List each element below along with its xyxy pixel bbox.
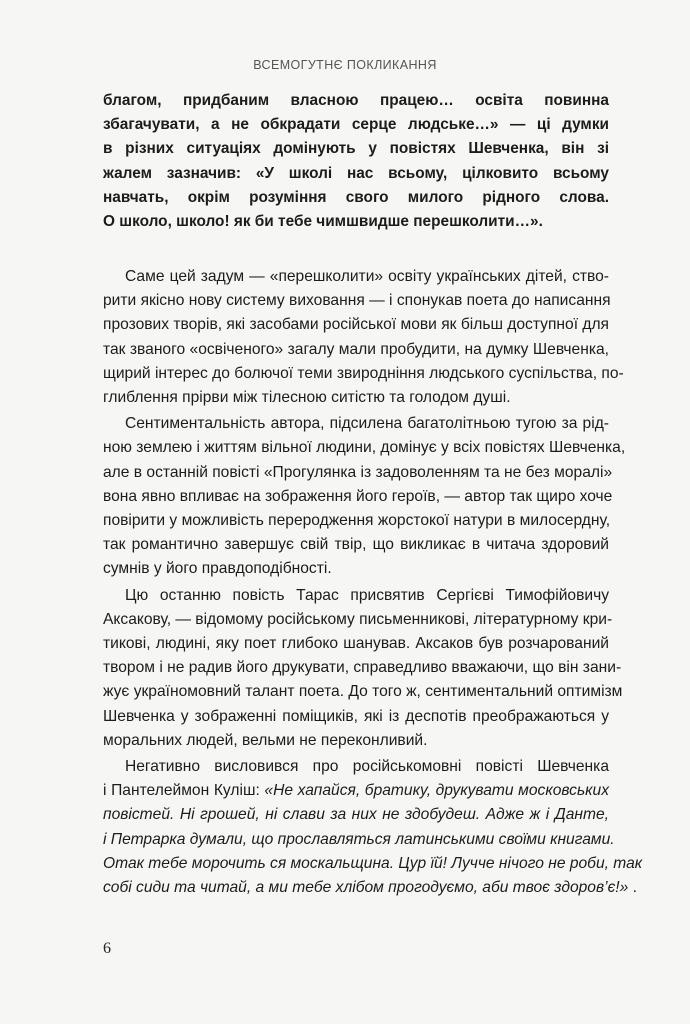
body-text xyxy=(103,265,643,902)
text-line: ною землею і життям вільної людини, домінує у всіх повістях Шевченка, xyxy=(103,439,626,457)
text-line: але в останній повісті «Прогулянка із задоволенням та не без моралі» xyxy=(103,463,613,481)
italic-quote-run: Отак тебе морочить ся москальщина. Цур їй! Лучче нічого не роби, так xyxy=(103,854,643,872)
text-line: сумнів у його правдоподібності. xyxy=(103,560,332,578)
italic-quote-run: «Не хапайся, братику, друкувати московських xyxy=(264,782,609,800)
text-line: Цю останню повість Тарас присвятив Сергієві Тимофійовичу xyxy=(125,586,609,604)
quote-line: О школо, школо! як би тебе чимшвидше перешколити…». xyxy=(103,213,543,231)
quote-line: збагачувати, а не обкрадати серце людське…» — ці думки xyxy=(103,116,609,134)
text-line: повірити у можливість переродження жорстокої натури в милосердну, xyxy=(103,512,611,530)
paragraph-3 xyxy=(103,584,623,753)
page-number: 6 xyxy=(103,940,111,957)
text-line: Аксакову, — відомому російському письменникові, літературному кри- xyxy=(103,610,613,628)
quote-line: благом, придбаним власною працею… освіта повинна xyxy=(103,92,609,109)
paragraph-1 xyxy=(103,265,624,410)
text-line xyxy=(103,779,609,803)
text-line: прозових творів, які засобами російської мови як більш доступної для xyxy=(103,316,610,334)
running-header: ВСЕМОГУТНЄ ПОКЛИКАННЯ xyxy=(253,58,437,72)
text-line: жує україномовний талант поета. До того ж, сентиментальний оптимізм xyxy=(103,683,623,701)
text-line xyxy=(103,852,643,876)
italic-quote-run: повістей. Ні грошей, ні слави за них не здобудеш. Адже ж і Данте, xyxy=(103,806,609,824)
text-line: рити якісно нову систему виховання — і спонукав поета до написання xyxy=(103,292,611,310)
text-line: тикові, людині, яку поет глибоко шанував. Аксаков був розчарований xyxy=(103,635,609,653)
text-line: вона явно впливає на зображення його героїв, — автор так щиро хоче xyxy=(103,487,613,505)
text-line xyxy=(103,803,609,827)
paragraph-4 xyxy=(103,755,643,900)
text-line: Негативно висловився про російськомовні повісті Шевченка xyxy=(125,758,609,776)
quote-line: жалем зазначив: «У школі нас всьому, цілковито всьому xyxy=(103,164,609,182)
quote-line: в різних ситуаціях домінують у повістях Шевченка, він зі xyxy=(103,140,609,158)
italic-quote-run: і Петрарка думали, що прославляться латинськими своїми книгами. xyxy=(103,830,615,848)
text-line: твором і не радив його друкувати, справедливо вважаючи, що він зани- xyxy=(103,659,622,677)
quote-line: навчать, окрім розуміння свого милого рідного слова. xyxy=(103,188,609,206)
text-run: . xyxy=(628,879,637,897)
paragraph-2 xyxy=(103,412,626,581)
text-line: так званого «освіченого» загалу мали пробудити, на думку Шевченка, xyxy=(103,340,609,358)
text-line: глиблення прірви між тілесною ситістю та голодом душі. xyxy=(103,389,511,407)
italic-quote-run: собі сиди та читай, а ми тебе хлібом прогодуємо, аби твоє здоров’є!» xyxy=(103,879,629,897)
text-line: Сентиментальність автора, підсилена багатолітньою тугою за рід- xyxy=(125,415,609,433)
text-line xyxy=(103,876,637,900)
text-line: Шевченка у зображенні поміщиків, які із деспотів преображаються у xyxy=(103,707,609,725)
bold-quote-block xyxy=(103,89,609,234)
text-line: Саме цей задум — «перешколити» освіту українських дітей, ство- xyxy=(125,268,609,285)
text-line xyxy=(103,828,615,852)
text-line: моральних людей, вельми не переконливий. xyxy=(103,731,428,749)
text-line: так романтично завершує свій твір, що викликає в читача здоровий xyxy=(103,536,609,554)
text-line: щирий інтерес до болючої теми звироднiння людського суспільства, по- xyxy=(103,364,624,382)
text-run: і Пантелеймон Куліш: xyxy=(103,782,265,800)
